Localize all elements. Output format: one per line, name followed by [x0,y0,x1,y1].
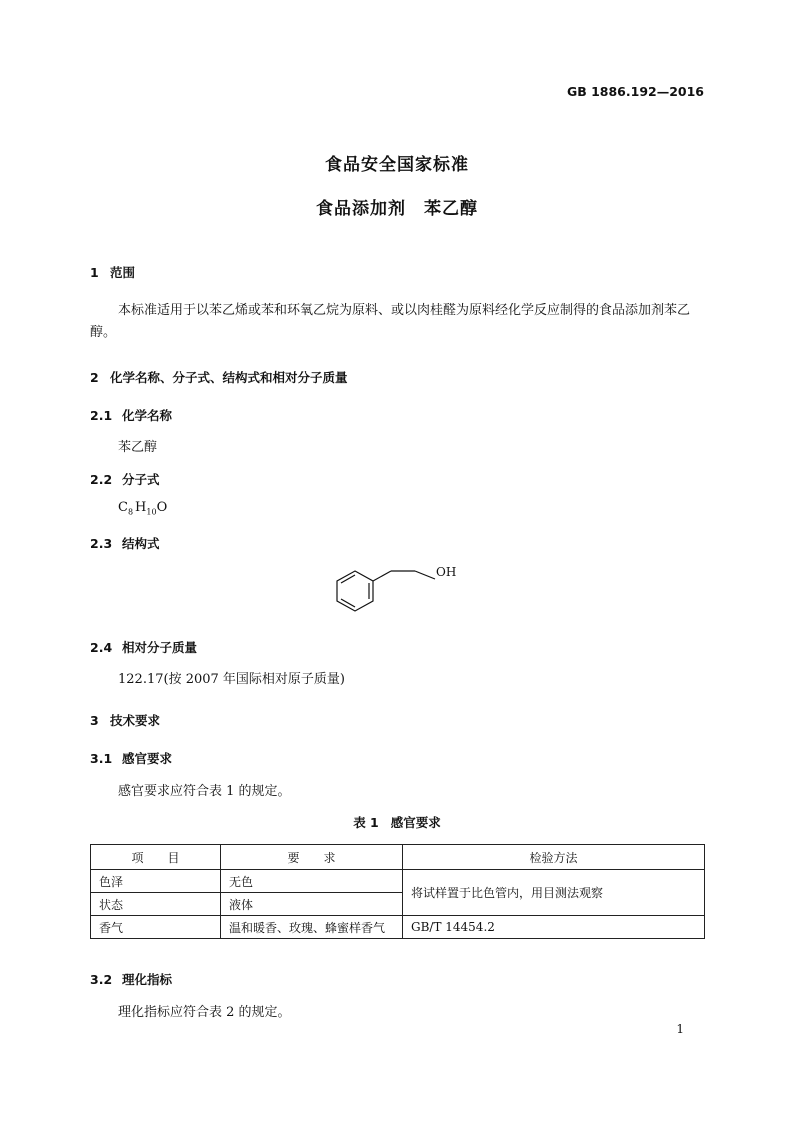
hydroxyl-bond [415,571,435,579]
section-2-heading [90,368,348,386]
section-title: 技术要求 [110,713,161,728]
ethyl-bond [373,571,391,581]
section-number: 2.3 [90,536,113,551]
formula-c: C [118,500,128,515]
section-1-heading [90,263,135,281]
section-3-2-heading [90,970,172,988]
table-title: 感官要求 [390,815,441,830]
section-number: 3.2 [90,972,113,987]
section-title: 分子式 [122,472,160,487]
section-3-1-text: 感官要求应符合表 1 的规定。 [118,784,291,799]
standard-title: 食品安全国家标准 [325,155,469,175]
section-number: 2.4 [90,640,113,655]
table-number: 表 1 [353,815,379,830]
benzene-double-bond [341,599,355,607]
structural-formula [325,560,465,622]
section-title: 感官要求 [122,751,173,766]
section-number: 3.1 [90,751,113,766]
section-3-1-heading [90,749,172,767]
requirement-cell: 液体 [221,893,403,916]
section-title: 化学名称 [122,408,173,423]
molecular-formula [118,500,167,517]
section-number: 2.1 [90,408,113,423]
formula-c-count: 8 [127,507,134,517]
section-title: 范围 [110,265,136,280]
section-2-4-heading [90,638,197,656]
table-row [91,870,705,893]
table-1-caption [0,813,794,831]
section-title: 结构式 [122,536,160,551]
chemical-name: 苯乙醇 [118,440,158,455]
section-number: 2 [90,370,99,385]
table-header-row [91,845,705,870]
section-2-3-heading [90,534,160,552]
section-number: 1 [90,265,99,280]
formula-h-count: 10 [146,507,157,517]
method-cell: GB/T 14454.2 [403,916,705,939]
section-1-text: 本标准适用于以苯乙烯或苯和环氧乙烷为原料、或以肉桂醛为原料经化学反应制得的食品添加剂苯乙醇。 [90,303,691,340]
benzene-ring [337,571,373,611]
molecular-mass: 122.17(按 2007 年国际相对原子质量) [118,672,345,687]
requirement-cell: 无色 [221,870,403,893]
item-cell: 色泽 [91,870,221,893]
section-2-2-heading [90,470,160,488]
column-header: 检验方法 [403,845,705,870]
page-number: 1 [676,1022,684,1036]
item-cell: 状态 [91,893,221,916]
standard-subtitle: 食品添加剂 苯乙醇 [316,199,478,219]
column-header: 要 求 [221,845,403,870]
method-cell: 将试样置于比色管内，用目测法观察 [403,870,705,916]
formula-h: H [135,500,147,515]
item-cell: 香气 [91,916,221,939]
section-3-2-text: 理化指标应符合表 2 的规定。 [118,1005,291,1020]
benzene-double-bond [341,575,355,583]
formula-o: O [156,500,168,515]
sensory-requirements-table [90,844,705,939]
document-number: GB 1886.192—2016 [566,84,704,99]
section-3-heading [90,711,160,729]
section-2-1-heading [90,406,172,424]
requirement-cell: 温和暖香、玫瑰、蜂蜜样香气 [221,916,403,939]
section-title: 理化指标 [122,972,173,987]
table-row [91,916,705,939]
hydroxyl-label: OH [436,565,457,579]
section-title: 化学名称、分子式、结构式和相对分子质量 [110,370,348,385]
section-number: 2.2 [90,472,113,487]
section-number: 3 [90,713,99,728]
section-title: 相对分子质量 [122,640,198,655]
column-header: 项 目 [91,845,221,870]
